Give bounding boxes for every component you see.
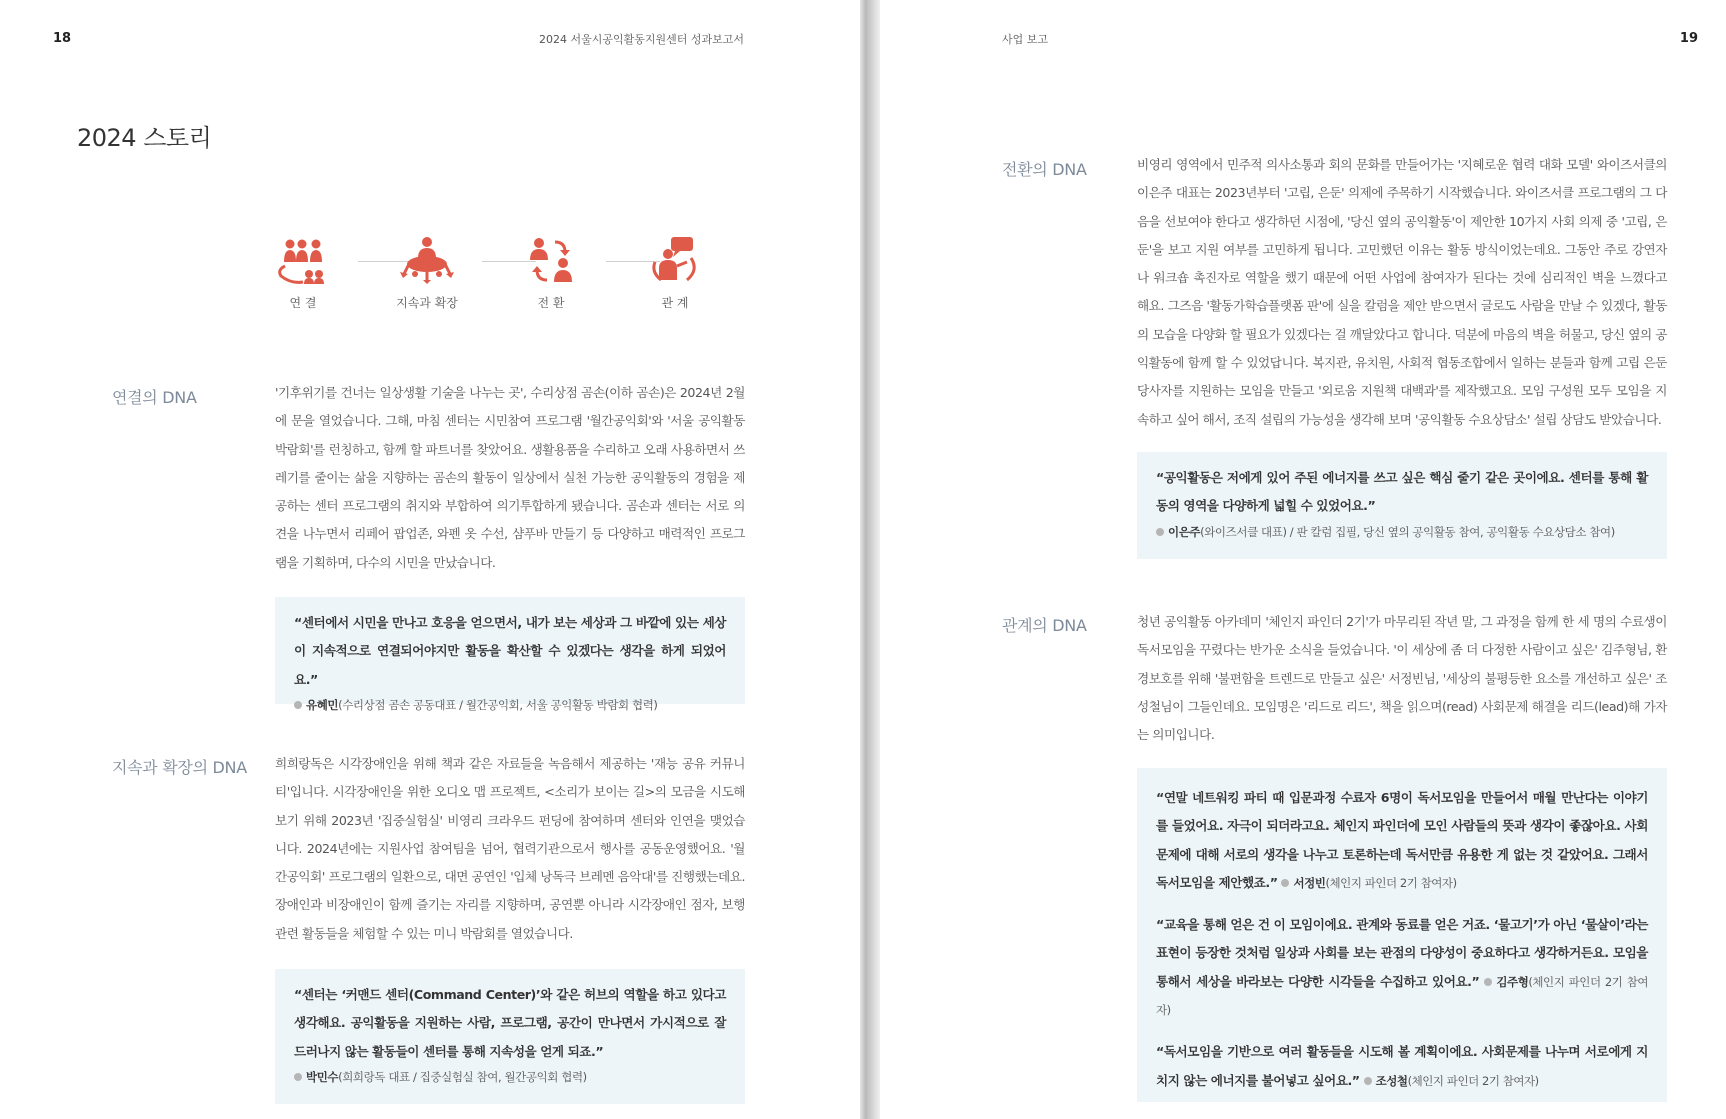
icon-label: 지속과 확장 [396, 296, 458, 310]
icon-step-transition [501, 236, 601, 311]
quote-body: “연말 네트워킹 파티 때 입문과정 수료자 6명이 독서모임을 만들어서 매월 만난다는 이야기를 들었어요. 자극이 되더라고요. 체인지 파인더에 모인 사람들의 뜻과 생각이 좋잖아요. 사회문제에 대해 서로의 생각을 나누고 토론하는데 독서만큼 유용한 게 없는 것 같았어요. 그래서 독서모임을 제안했죠.” [1156, 790, 1648, 890]
credit-detail: (체인지 파인더 2기 참여자) [1156, 974, 1649, 1018]
credit-name: 김주형 [1496, 974, 1529, 989]
bullet-dot-icon [1364, 1077, 1372, 1085]
quote-body: “교육을 통해 얻은 건 이 모임이에요. 관계와 동료를 얻은 거죠. ‘물고기’가 아닌 ‘물살이’라는 표현이 등장한 것처럼 일상과 사회를 보는 관점의 다양성이 중요하다고 생각하거든요. 모임을 통해서 세상을 바라보는 다양한 시각들을 수집하고 있어요.” [1156, 917, 1648, 989]
quote-box-transition [1137, 452, 1667, 559]
credit-name: 서정빈 [1293, 875, 1326, 890]
quote-text: “공익활동은 저에게 있어 주된 에너지를 쓰고 싶은 핵심 줄기 같은 곳이에요. 센터를 통해 활동의 영역을 다양하게 넓힐 수 있었어요.” [1156, 470, 1648, 514]
credit-detail: (체인지 파인더 2기 참여자) [1407, 1073, 1539, 1088]
sustain-expand-icon [399, 236, 455, 284]
quote-body: “독서모임을 기반으로 여러 활동들을 시도해 볼 계획이에요. 사회문제를 나누며 서로에게 지치지 않는 에너지를 불어넣고 싶어요.” [1156, 1044, 1648, 1088]
section-body-relation: 청년 공익활동 아카데미 '체인지 파인더 2기'가 마무리된 작년 말, 그 과정을 함께 한 세 명의 수료생이 독서모임을 꾸렸다는 반가운 소식을 들었습니다. '이 세상에 좀 더 다정한 사람이고 싶은' 김주형님, 환경보호를 위해 '불편함을 트렌드로 만들고 싶은' 서정빈님, '세상의 불평등한 요소를 개선하고 싶은' 조성철님이 그들인데요. 모임명은 '리드로 리드', 책을 읽으며(read) 사회문제 해결을 리드(lead)해 가자는 의미입니다. [1137, 614, 1667, 743]
icon-label: 연 결 [289, 296, 317, 310]
quote-credit [294, 694, 726, 716]
section-body-sustain: 희희랑독은 시각장애인을 위해 책과 같은 자료들을 녹음해서 제공하는 '재능 공유 커뮤니티'입니다. 시각장애인을 위한 오디오 맵 프로젝트, <소리가 보이는 길>의 모금을 시도해 보기 위해 2023년 '집중실험실' 비영리 크라우드 펀딩에 참여하며 센터와 인연을 맺었습니다. 2024년에는 지원사업 참여팀을 넘어, 협력기관으로서 행사를 공동운영했어요. '월간공익회' 프로그램의 일환으로, 대면 공연인 '입체 낭독극 브레멘 음악대'를 진행했는데요. 장애인과 비장애인이 함께 즐기는 자리를 지향하며, 공연뿐 아니라 시각장애인 점자, 보행 관련 활동들을 체험할 수 있는 미니 박람회를 열었습니다. [275, 756, 745, 941]
section-body-transition: 비영리 영역에서 민주적 의사소통과 회의 문화를 만들어가는 '지혜로운 협력 대화 모델' 와이즈서클의 이은주 대표는 2023년부터 '고립, 은둔' 의제에 주목하기 시작했습니다. 와이즈서클 프로그램의 그 다음을 선보여야 한다고 생각하던 시점에, '당신 옆의 공익활동'이 제안한 10가지 사회 의제 중 '고립, 은둔'을 보고 지원 여부를 고민하게 됩니다. 고민했던 이유는 활동 방식이었는데요. 그동안 주로 강연자나 워크숍 촉진자로 역할을 했기 때문에 어떤 사업에 참여자가 된다는 것에 심리적인 벽을 느꼈다고 해요. 그즈음 '활동가학습플랫폼 판'에 실을 칼럼을 제안 받으면서 글로도 사람을 만날 수 있겠다, 활동의 모습을 다양화 할 필요가 있겠다는 걸 깨달았다고 합니다. 덕분에 마음의 벽을 허물고, 당신 옆의 공익활동에 함께 할 수 있었답니다. 복지관, 유치원, 사회적 협동조합에서 일하는 분들과 함께 고립 은둔 당사자를 지원하는 모임을 만들고 '외로움 지원책 대백과'를 제작했고요. 모임 구성원 모두 모임을 지속하고 싶어 해서, 조직 설립의 가능성을 생각해 보며 '공익활동 수요상담소' 설립 상담도 받았습니다. [1137, 157, 1667, 427]
bullet-dot-icon [1281, 879, 1289, 887]
icon-label: 관 계 [661, 296, 689, 310]
quote-credit [294, 1066, 726, 1088]
quote-text: “센터는 ‘커맨드 센터(Command Center)’와 같은 허브의 역할을 하고 있다고 생각해요. 공익활동을 지원하는 사람, 프로그램, 공간이 만나면서 가시적으로 잘 드러나지 않는 활동들이 센터를 통해 지속성을 얻게 되죠.” [294, 987, 726, 1059]
page-number-right: 19 [1679, 31, 1698, 46]
icon-label: 전 환 [537, 296, 565, 310]
quote-text [1156, 1038, 1648, 1095]
credit-name: 이은주 [1168, 524, 1201, 539]
credit-detail: (희희랑독 대표 / 집중실험실 참여, 월간공익회 협력) [338, 1069, 587, 1084]
quote-credit [1281, 876, 1456, 890]
section-heading-sustain: 지속과 확장의 DNA [112, 758, 247, 777]
quote-text [1156, 911, 1648, 1024]
icon-step-relation [625, 236, 725, 311]
credit-detail: (와이즈서클 대표) / 판 칼럼 집필, 당신 옆의 공익활동 참여, 공익활동 수요상담소 참여) [1200, 524, 1615, 539]
quote-box-relation [1137, 768, 1667, 1102]
icon-step-sustain [377, 236, 477, 311]
bullet-dot-icon [294, 701, 302, 709]
bullet-dot-icon [1156, 528, 1164, 536]
section-body-connection: '기후위기를 건너는 일상생활 기술을 나누는 곳', 수리상점 곰손(이하 곰손)은 2024년 2월에 문을 열었습니다. 그해, 마침 센터는 시민참여 프로그램 '월간공익회'와 '서울 공익활동 박람회'를 런칭하고, 함께 할 파트너를 찾았어요. 생활용품을 수리하고 오래 사용하면서 쓰레기를 줄이는 삶을 지향하는 곰손의 활동이 일상에서 실천 가능한 공익활동의 경험을 제공하는 센터 프로그램의 취지와 부합하여 의기투합하게 됐습니다. 곰손과 센터는 서로 의견을 나누면서 리페어 팝업존, 와펜 옷 수선, 샴푸바 만들기 등 다양하고 매력적인 프로그램을 기획하며, 다수의 시민을 만났습니다. [275, 385, 745, 570]
quote-credit [1364, 1074, 1539, 1088]
section-heading-relation: 관계의 DNA [1002, 616, 1087, 635]
page-number-left: 18 [53, 31, 72, 46]
credit-name: 조성철 [1375, 1073, 1408, 1088]
quote-box-connection [275, 597, 745, 712]
icon-step-connection [253, 236, 353, 311]
credit-detail: (체인지 파인더 2기 참여자) [1325, 875, 1457, 890]
page-title: 2024 스토리 [77, 124, 212, 152]
credit-detail: (수리상점 곰손 공동대표 / 월간공익회, 서울 공익활동 박람회 협력) [338, 697, 658, 712]
quote-text [1156, 784, 1648, 897]
transition-icon [523, 236, 579, 284]
section-heading-transition: 전환의 DNA [1002, 160, 1087, 179]
running-head-right: 사업 보고 [1002, 33, 1049, 46]
credit-name: 유혜민 [306, 697, 339, 712]
left-page [0, 0, 860, 1119]
bullet-dot-icon [294, 1073, 302, 1081]
section-heading-connection: 연결의 DNA [112, 388, 197, 407]
credit-name: 박민수 [306, 1069, 339, 1084]
connection-people-icon [275, 236, 331, 284]
relation-icon [647, 236, 703, 284]
running-head-left: 2024 서울시공익활동지원센터 성과보고서 [538, 33, 744, 46]
quote-credit [1156, 521, 1648, 543]
right-page [880, 0, 1726, 1119]
book-spine [860, 0, 880, 1119]
bullet-dot-icon [1484, 978, 1492, 986]
quote-text: “센터에서 시민을 만나고 호응을 얻으면서, 내가 보는 세상과 그 바깥에 있는 세상이 지속적으로 연결되어야지만 활동을 확산할 수 있겠다는 생각을 하게 되었어요.” [294, 615, 726, 687]
quote-box-sustain [275, 969, 745, 1104]
dna-icon-row [280, 236, 740, 316]
